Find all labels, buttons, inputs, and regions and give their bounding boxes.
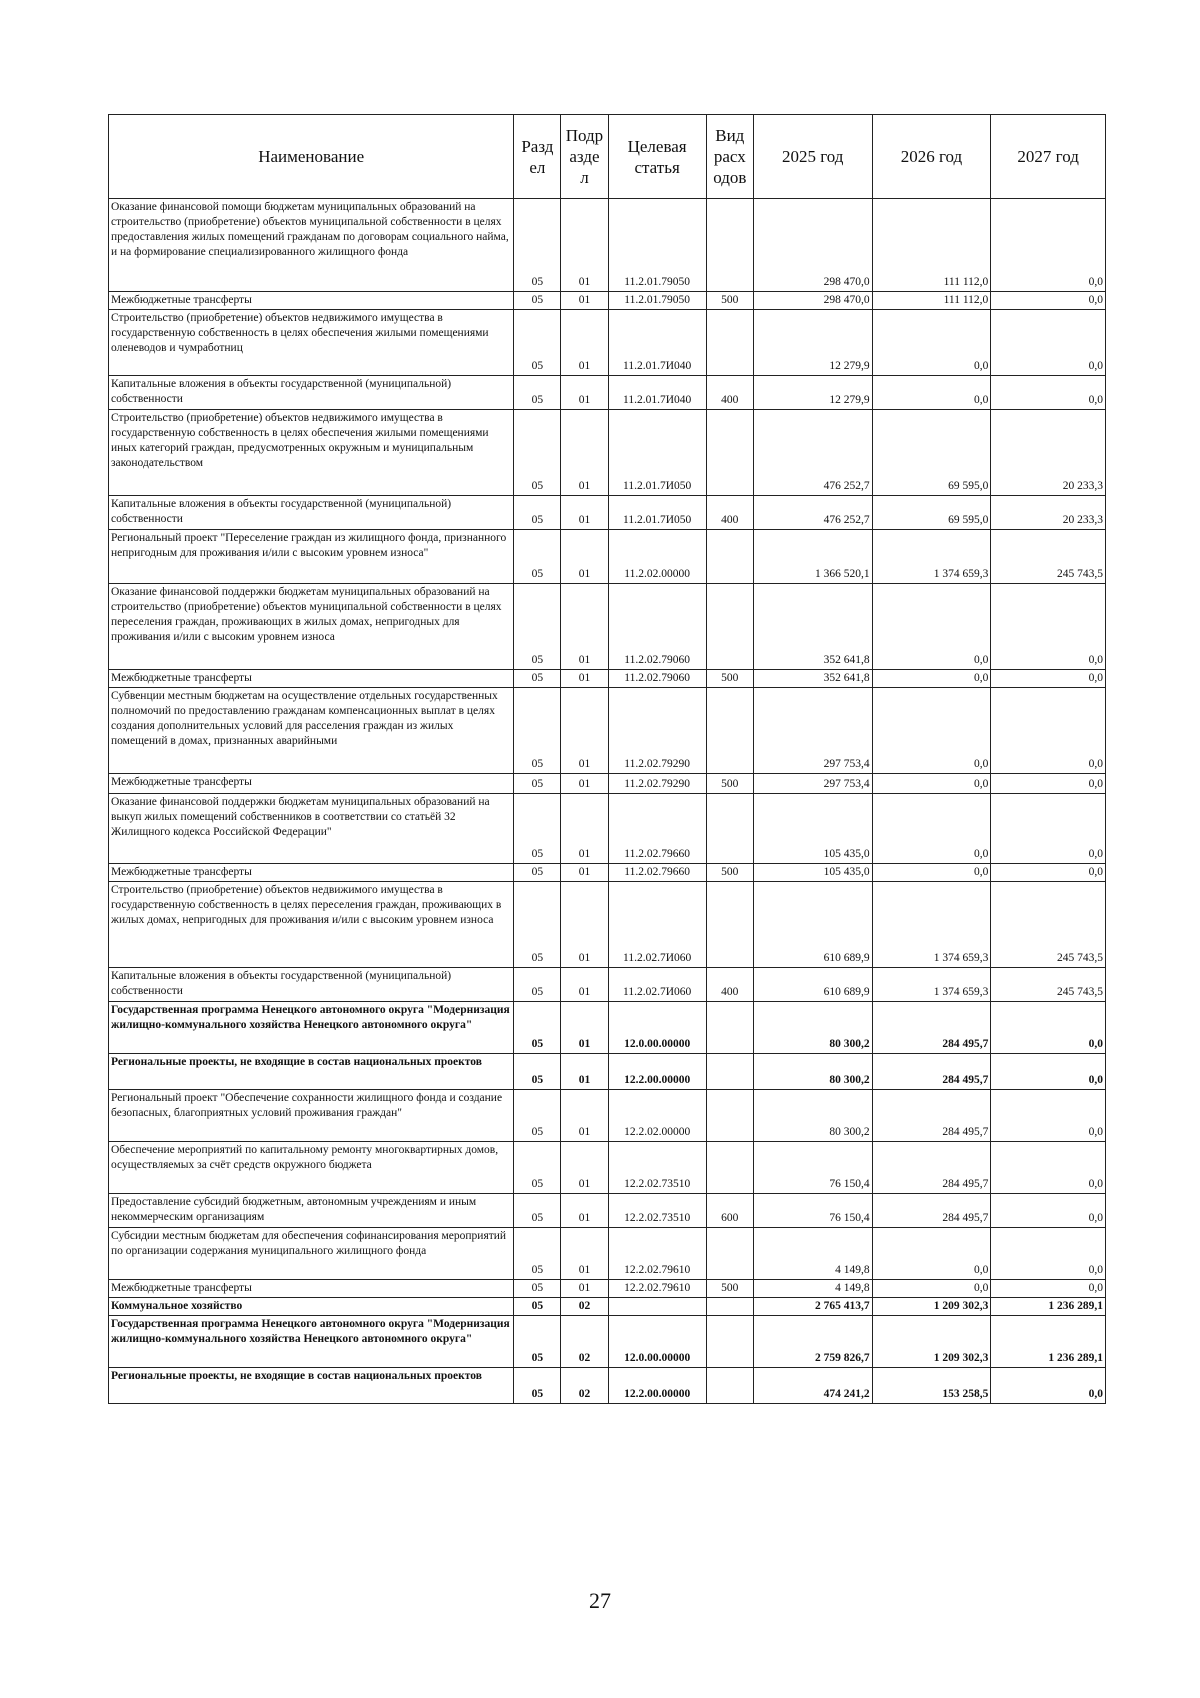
cell-razdel: 05 xyxy=(514,1054,561,1090)
cell-2027: 245 743,5 xyxy=(991,530,1106,584)
cell-name: Капитальные вложения в объекты государственной (муниципальной) собственности xyxy=(109,968,514,1002)
header-podrazdel: Подр азде л xyxy=(561,115,608,199)
cell-razdel: 05 xyxy=(514,1298,561,1316)
cell-vid: 400 xyxy=(706,376,753,410)
cell-target: 12.2.02.73510 xyxy=(608,1194,706,1228)
header-razdel: Разд ел xyxy=(514,115,561,199)
cell-name: Межбюджетные трансферты xyxy=(109,774,514,794)
cell-vid xyxy=(706,199,753,292)
cell-2026: 0,0 xyxy=(872,864,991,882)
cell-razdel: 05 xyxy=(514,1194,561,1228)
cell-2026: 153 258,5 xyxy=(872,1368,991,1404)
page-number: 27 xyxy=(589,1588,611,1613)
cell-podrazdel: 01 xyxy=(561,968,608,1002)
cell-name: Межбюджетные трансферты xyxy=(109,292,514,310)
cell-vid xyxy=(706,1002,753,1054)
table-body xyxy=(109,199,1106,1404)
table-row xyxy=(109,376,1106,410)
cell-target: 11.2.02.79290 xyxy=(608,774,706,794)
table-row xyxy=(109,1368,1106,1404)
cell-2027: 0,0 xyxy=(991,584,1106,670)
cell-name: Государственная программа Ненецкого автономного округа "Модернизация жилищно-коммунального хозяйства Ненецкого автономного округа" xyxy=(109,1002,514,1054)
cell-2026: 0,0 xyxy=(872,774,991,794)
cell-2026: 1 209 302,3 xyxy=(872,1298,991,1316)
cell-2027: 0,0 xyxy=(991,1228,1106,1280)
cell-razdel: 05 xyxy=(514,864,561,882)
cell-podrazdel: 01 xyxy=(561,376,608,410)
cell-target: 12.2.02.00000 xyxy=(608,1090,706,1142)
cell-vid xyxy=(706,1228,753,1280)
cell-2026: 0,0 xyxy=(872,376,991,410)
cell-name: Региональный проект "Переселение граждан из жилищного фонда, признанного непригодным для проживания и/или с высоким уровнем износа" xyxy=(109,530,514,584)
cell-target: 12.0.00.00000 xyxy=(608,1002,706,1054)
cell-podrazdel: 01 xyxy=(561,1194,608,1228)
cell-podrazdel: 01 xyxy=(561,1090,608,1142)
table-row xyxy=(109,496,1106,530)
cell-2025: 297 753,4 xyxy=(753,774,872,794)
cell-2026: 0,0 xyxy=(872,794,991,864)
cell-2027: 0,0 xyxy=(991,1090,1106,1142)
cell-2025: 80 300,2 xyxy=(753,1002,872,1054)
cell-podrazdel: 02 xyxy=(561,1298,608,1316)
table-row xyxy=(109,1194,1106,1228)
cell-2026: 1 209 302,3 xyxy=(872,1316,991,1368)
cell-name: Субсидии местным бюджетам для обеспечения софинансирования мероприятий по организации содержания муниципального жилищного фонда xyxy=(109,1228,514,1280)
cell-2025: 2 765 413,7 xyxy=(753,1298,872,1316)
cell-2025: 76 150,4 xyxy=(753,1194,872,1228)
cell-vid: 500 xyxy=(706,1280,753,1298)
cell-2027: 0,0 xyxy=(991,1142,1106,1194)
cell-razdel: 05 xyxy=(514,410,561,496)
cell-podrazdel: 02 xyxy=(561,1368,608,1404)
cell-razdel: 05 xyxy=(514,774,561,794)
cell-2026: 69 595,0 xyxy=(872,410,991,496)
cell-name: Межбюджетные трансферты xyxy=(109,670,514,688)
header-vid: Вид расх одов xyxy=(706,115,753,199)
cell-vid xyxy=(706,584,753,670)
cell-target: 11.2.02.79060 xyxy=(608,584,706,670)
cell-target: 11.2.02.7И060 xyxy=(608,968,706,1002)
cell-target: 12.0.00.00000 xyxy=(608,1316,706,1368)
cell-podrazdel: 01 xyxy=(561,670,608,688)
header-target: Целевая статья xyxy=(608,115,706,199)
cell-2026: 0,0 xyxy=(872,1280,991,1298)
cell-2025: 12 279,9 xyxy=(753,310,872,376)
cell-target: 11.2.01.7И040 xyxy=(608,310,706,376)
cell-2027: 0,0 xyxy=(991,310,1106,376)
cell-vid xyxy=(706,688,753,774)
header-2025: 2025 год xyxy=(753,115,872,199)
cell-podrazdel: 01 xyxy=(561,1002,608,1054)
cell-2026: 284 495,7 xyxy=(872,1090,991,1142)
cell-target: 11.2.02.79660 xyxy=(608,794,706,864)
cell-2027: 20 233,3 xyxy=(991,410,1106,496)
table-row xyxy=(109,1280,1106,1298)
cell-razdel: 05 xyxy=(514,496,561,530)
cell-2025: 4 149,8 xyxy=(753,1228,872,1280)
cell-razdel: 05 xyxy=(514,1228,561,1280)
cell-vid: 500 xyxy=(706,670,753,688)
cell-target: 11.2.01.79050 xyxy=(608,292,706,310)
cell-vid xyxy=(706,410,753,496)
table-row xyxy=(109,1228,1106,1280)
cell-target: 12.2.02.73510 xyxy=(608,1142,706,1194)
cell-razdel: 05 xyxy=(514,584,561,670)
cell-2025: 476 252,7 xyxy=(753,410,872,496)
cell-2025: 352 641,8 xyxy=(753,670,872,688)
cell-razdel: 05 xyxy=(514,310,561,376)
cell-podrazdel: 01 xyxy=(561,530,608,584)
table-row xyxy=(109,199,1106,292)
cell-razdel: 05 xyxy=(514,688,561,774)
table-row xyxy=(109,864,1106,882)
table-row xyxy=(109,410,1106,496)
cell-2026: 0,0 xyxy=(872,310,991,376)
cell-name: Строительство (приобретение) объектов недвижимого имущества в государственную собственность в целях обеспечения жилыми помещениями оленеводов и чумработниц xyxy=(109,310,514,376)
cell-razdel: 05 xyxy=(514,1368,561,1404)
cell-2027: 0,0 xyxy=(991,1054,1106,1090)
cell-name: Региональные проекты, не входящие в состав национальных проектов xyxy=(109,1054,514,1090)
table-row xyxy=(109,688,1106,774)
cell-podrazdel: 01 xyxy=(561,864,608,882)
cell-razdel: 05 xyxy=(514,376,561,410)
cell-2027: 0,0 xyxy=(991,794,1106,864)
cell-target: 11.2.01.79050 xyxy=(608,199,706,292)
cell-vid xyxy=(706,882,753,968)
cell-target: 12.2.02.79610 xyxy=(608,1280,706,1298)
cell-razdel: 05 xyxy=(514,1002,561,1054)
cell-vid xyxy=(706,1316,753,1368)
cell-target: 11.2.01.7И050 xyxy=(608,496,706,530)
table-row xyxy=(109,670,1106,688)
cell-2027: 0,0 xyxy=(991,688,1106,774)
cell-podrazdel: 01 xyxy=(561,410,608,496)
budget-table xyxy=(108,114,1106,1404)
cell-name: Строительство (приобретение) объектов недвижимого имущества в государственную собственность в целях переселения граждан, проживающих в жилых домах, непригодных для проживания и/или с высоким уровнем износа xyxy=(109,882,514,968)
cell-vid xyxy=(706,530,753,584)
cell-2026: 111 112,0 xyxy=(872,292,991,310)
cell-2026: 69 595,0 xyxy=(872,496,991,530)
cell-2026: 1 374 659,3 xyxy=(872,530,991,584)
cell-2025: 297 753,4 xyxy=(753,688,872,774)
cell-target: 11.2.02.79290 xyxy=(608,688,706,774)
table-row xyxy=(109,1316,1106,1368)
cell-razdel: 05 xyxy=(514,1280,561,1298)
cell-vid xyxy=(706,1054,753,1090)
cell-target: 12.2.00.00000 xyxy=(608,1054,706,1090)
cell-target: 11.2.01.7И050 xyxy=(608,410,706,496)
cell-vid: 400 xyxy=(706,496,753,530)
cell-name: Региональный проект "Обеспечение сохранности жилищного фонда и создание безопасных, благоприятных условий проживания граждан" xyxy=(109,1090,514,1142)
cell-target: 12.2.02.79610 xyxy=(608,1228,706,1280)
cell-vid xyxy=(706,1368,753,1404)
cell-2025: 610 689,9 xyxy=(753,882,872,968)
table-row xyxy=(109,1054,1106,1090)
cell-name: Предоставление субсидий бюджетным, автономным учреждениям и иным некоммерческим организациям xyxy=(109,1194,514,1228)
cell-name: Коммунальное хозяйство xyxy=(109,1298,514,1316)
cell-razdel: 05 xyxy=(514,1142,561,1194)
table-row xyxy=(109,584,1106,670)
cell-name: Оказание финансовой помощи бюджетам муниципальных образований на строительство (приобретение) объектов муниципальной собственности в целях предоставления жилых помещений гражданам по договорам социального найма, и на формирование специализированного жилищного фонда xyxy=(109,199,514,292)
cell-vid xyxy=(706,794,753,864)
cell-2027: 0,0 xyxy=(991,292,1106,310)
cell-razdel: 05 xyxy=(514,882,561,968)
cell-name: Капитальные вложения в объекты государственной (муниципальной) собственности xyxy=(109,376,514,410)
table-row xyxy=(109,882,1106,968)
header-2027: 2027 год xyxy=(991,115,1106,199)
cell-razdel: 05 xyxy=(514,530,561,584)
cell-razdel: 05 xyxy=(514,1316,561,1368)
table-row xyxy=(109,774,1106,794)
cell-name: Капитальные вложения в объекты государственной (муниципальной) собственности xyxy=(109,496,514,530)
cell-vid: 500 xyxy=(706,864,753,882)
cell-2027: 0,0 xyxy=(991,1368,1106,1404)
cell-2027: 1 236 289,1 xyxy=(991,1316,1106,1368)
cell-2025: 76 150,4 xyxy=(753,1142,872,1194)
table-row xyxy=(109,1298,1106,1316)
cell-podrazdel: 01 xyxy=(561,292,608,310)
table-row xyxy=(109,1090,1106,1142)
cell-2027: 0,0 xyxy=(991,199,1106,292)
cell-2025: 12 279,9 xyxy=(753,376,872,410)
cell-vid xyxy=(706,1142,753,1194)
cell-podrazdel: 01 xyxy=(561,310,608,376)
cell-razdel: 05 xyxy=(514,968,561,1002)
table-row xyxy=(109,310,1106,376)
cell-razdel: 05 xyxy=(514,670,561,688)
cell-podrazdel: 01 xyxy=(561,1228,608,1280)
cell-vid xyxy=(706,1298,753,1316)
table-row xyxy=(109,530,1106,584)
cell-2025: 298 470,0 xyxy=(753,199,872,292)
cell-podrazdel: 01 xyxy=(561,774,608,794)
cell-vid xyxy=(706,310,753,376)
cell-podrazdel: 01 xyxy=(561,688,608,774)
cell-name: Государственная программа Ненецкого автономного округа "Модернизация жилищно-коммунального хозяйства Ненецкого автономного округа" xyxy=(109,1316,514,1368)
cell-name: Межбюджетные трансферты xyxy=(109,1280,514,1298)
cell-podrazdel: 01 xyxy=(561,199,608,292)
cell-2025: 298 470,0 xyxy=(753,292,872,310)
cell-2025: 610 689,9 xyxy=(753,968,872,1002)
table-row xyxy=(109,292,1106,310)
cell-2027: 0,0 xyxy=(991,1194,1106,1228)
cell-razdel: 05 xyxy=(514,199,561,292)
header-name: Наименование xyxy=(109,115,514,199)
cell-name: Межбюджетные трансферты xyxy=(109,864,514,882)
cell-2027: 0,0 xyxy=(991,376,1106,410)
cell-target: 11.2.02.7И060 xyxy=(608,882,706,968)
cell-name: Оказание финансовой поддержки бюджетам муниципальных образований на строительство (приобретение) объектов муниципальной собственности в целях переселения граждан, проживающих в жилых домах, непригодных для проживания и/или с высоким уровнем износа xyxy=(109,584,514,670)
cell-2026: 1 374 659,3 xyxy=(872,882,991,968)
cell-2027: 245 743,5 xyxy=(991,968,1106,1002)
cell-target: 11.2.02.79660 xyxy=(608,864,706,882)
cell-2025: 80 300,2 xyxy=(753,1054,872,1090)
cell-target xyxy=(608,1298,706,1316)
cell-vid: 600 xyxy=(706,1194,753,1228)
cell-2027: 0,0 xyxy=(991,1002,1106,1054)
cell-2027: 20 233,3 xyxy=(991,496,1106,530)
cell-2026: 284 495,7 xyxy=(872,1054,991,1090)
cell-2026: 284 495,7 xyxy=(872,1002,991,1054)
cell-podrazdel: 01 xyxy=(561,1142,608,1194)
cell-2026: 0,0 xyxy=(872,688,991,774)
cell-podrazdel: 01 xyxy=(561,794,608,864)
cell-2025: 105 435,0 xyxy=(753,794,872,864)
cell-podrazdel: 01 xyxy=(561,584,608,670)
cell-2025: 1 366 520,1 xyxy=(753,530,872,584)
cell-vid: 400 xyxy=(706,968,753,1002)
cell-razdel: 05 xyxy=(514,1090,561,1142)
cell-name: Обеспечение мероприятий по капитальному ремонту многоквартирных домов, осуществляемых за счёт средств окружного бюджета xyxy=(109,1142,514,1194)
cell-2026: 284 495,7 xyxy=(872,1194,991,1228)
cell-2027: 1 236 289,1 xyxy=(991,1298,1106,1316)
cell-2026: 111 112,0 xyxy=(872,199,991,292)
cell-2027: 0,0 xyxy=(991,774,1106,794)
cell-2025: 4 149,8 xyxy=(753,1280,872,1298)
table-row xyxy=(109,794,1106,864)
cell-name: Строительство (приобретение) объектов недвижимого имущества в государственную собственность в целях обеспечения жилыми помещениями иных категорий граждан, предусмотренных окружным и муниципальным законодательством xyxy=(109,410,514,496)
cell-target: 11.2.01.7И040 xyxy=(608,376,706,410)
cell-name: Оказание финансовой поддержки бюджетам муниципальных образований на выкуп жилых помещений собственников в соответствии со статьёй 32 Жилищного кодекса Российской Федерации" xyxy=(109,794,514,864)
cell-2025: 105 435,0 xyxy=(753,864,872,882)
cell-2027: 0,0 xyxy=(991,864,1106,882)
cell-2025: 2 759 826,7 xyxy=(753,1316,872,1368)
cell-name: Субвенции местным бюджетам на осуществление отдельных государственных полномочий по предоставлению гражданам компенсационных выплат в целях создания дополнительных условий для расселения граждан из жилых помещений в домах, признанных аварийными xyxy=(109,688,514,774)
cell-2027: 0,0 xyxy=(991,1280,1106,1298)
cell-2026: 284 495,7 xyxy=(872,1142,991,1194)
cell-podrazdel: 01 xyxy=(561,1280,608,1298)
cell-2027: 245 743,5 xyxy=(991,882,1106,968)
cell-2025: 80 300,2 xyxy=(753,1090,872,1142)
table-row xyxy=(109,1002,1106,1054)
cell-podrazdel: 01 xyxy=(561,882,608,968)
cell-target: 12.2.00.00000 xyxy=(608,1368,706,1404)
cell-razdel: 05 xyxy=(514,292,561,310)
cell-2025: 474 241,2 xyxy=(753,1368,872,1404)
cell-vid: 500 xyxy=(706,292,753,310)
header-2026: 2026 год xyxy=(872,115,991,199)
cell-target: 11.2.02.00000 xyxy=(608,530,706,584)
cell-2026: 1 374 659,3 xyxy=(872,968,991,1002)
cell-podrazdel: 01 xyxy=(561,496,608,530)
budget-table-sheet xyxy=(108,114,1106,1404)
cell-2026: 0,0 xyxy=(872,670,991,688)
cell-podrazdel: 01 xyxy=(561,1054,608,1090)
cell-vid xyxy=(706,1090,753,1142)
cell-razdel: 05 xyxy=(514,794,561,864)
cell-2026: 0,0 xyxy=(872,584,991,670)
cell-2027: 0,0 xyxy=(991,670,1106,688)
cell-name: Региональные проекты, не входящие в состав национальных проектов xyxy=(109,1368,514,1404)
table-row xyxy=(109,968,1106,1002)
table-row xyxy=(109,1142,1106,1194)
cell-2025: 476 252,7 xyxy=(753,496,872,530)
table-header-row xyxy=(109,115,1106,199)
cell-target: 11.2.02.79060 xyxy=(608,670,706,688)
cell-vid: 500 xyxy=(706,774,753,794)
cell-podrazdel: 02 xyxy=(561,1316,608,1368)
cell-2026: 0,0 xyxy=(872,1228,991,1280)
cell-2025: 352 641,8 xyxy=(753,584,872,670)
